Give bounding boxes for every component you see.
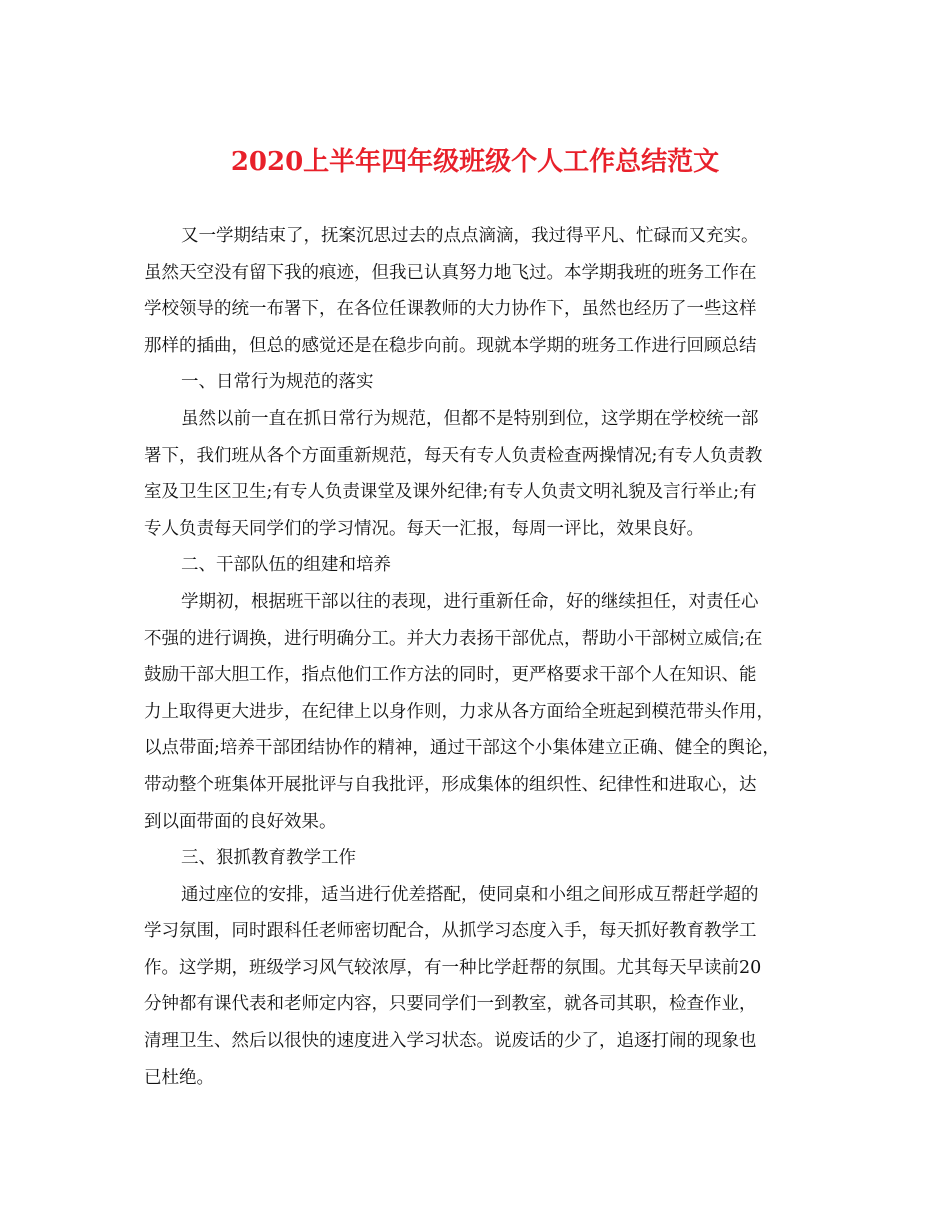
text-line: 清理卫生、然后以很快的速度进入学习状态。说废话的少了，追逐打闹的现象也	[144, 1031, 757, 1052]
text-line: 已杜绝。	[144, 1067, 214, 1088]
text-line: 二、干部队伍的组建和培养	[181, 555, 391, 576]
text-line: 学习氛围，同时跟科任老师密切配合，从抓学习态度入手，每天抓好教育教学工	[144, 921, 757, 942]
text-line: 学期初，根据班干部以往的表现，进行重新任命，好的继续担任，对责任心	[181, 591, 759, 612]
document-body	[144, 218, 824, 1096]
text-line: 到以面带面的良好效果。	[144, 811, 337, 832]
text-line: 鼓励干部大胆工作，指点他们工作方法的同时，更严格要求干部个人在知识、能	[144, 665, 757, 686]
text-line: 室及卫生区卫生;有专人负责课堂及课外纪律;有专人负责文明礼貌及言行举止;有	[144, 482, 757, 503]
text-line: 虽然以前一直在抓日常行为规范，但都不是特别到位，这学期在学校统一部	[181, 408, 759, 429]
text-line: 虽然天空没有留下我的痕迹，但我已认真努力地飞过。本学期我班的班务工作在	[144, 262, 757, 283]
text-line: 那样的插曲，但总的感觉还是在稳步向前。现就本学期的班务工作进行回顾总结	[144, 335, 757, 356]
text-line: 不强的进行调换，进行明确分工。并大力表扬干部优点，帮助小干部树立威信;在	[144, 628, 763, 649]
text-line: 专人负责每天同学们的学习情况。每天一汇报，每周一评比，效果良好。	[144, 518, 704, 539]
text-line: 三、狠抓教育教学工作	[181, 848, 356, 869]
text-line: 一、日常行为规范的落实	[181, 372, 374, 393]
text-line: 力上取得更大进步，在纪律上以身作则，力求从各方面给全班起到模范带头作用，	[144, 701, 774, 722]
text-line: 以点带面;培养干部团结协作的精神，通过干部这个小集体建立正确、健全的舆论，	[144, 738, 780, 759]
text-line: 分钟都有课代表和老师定内容，只要同学们一到教室，就各司其职，检查作业，	[144, 994, 757, 1015]
text-line: 学校领导的统一布署下，在各位任课教师的大力协作下，虽然也经历了一些这样	[144, 299, 757, 320]
text-line: 署下，我们班从各个方面重新规范，每天有专人负责检查两操情况;有专人负责教	[144, 445, 763, 466]
document-title: 2020上半年四年级班级个人工作总结范文	[230, 147, 720, 177]
text-line: 通过座位的安排，适当进行优差搭配，使同桌和小组之间形成互帮赶学超的	[181, 884, 759, 905]
text-line: 带动整个班集体开展批评与自我批评，形成集体的组织性、纪律性和进取心，达	[144, 774, 757, 795]
text-line: 又一学期结束了，抚案沉思过去的点点滴滴，我过得平凡、忙碌而又充实。	[181, 226, 759, 246]
text-line: 作。这学期，班级学习风气较浓厚，有一种比学赶帮的氛围。尤其每天早读前20	[144, 957, 762, 978]
